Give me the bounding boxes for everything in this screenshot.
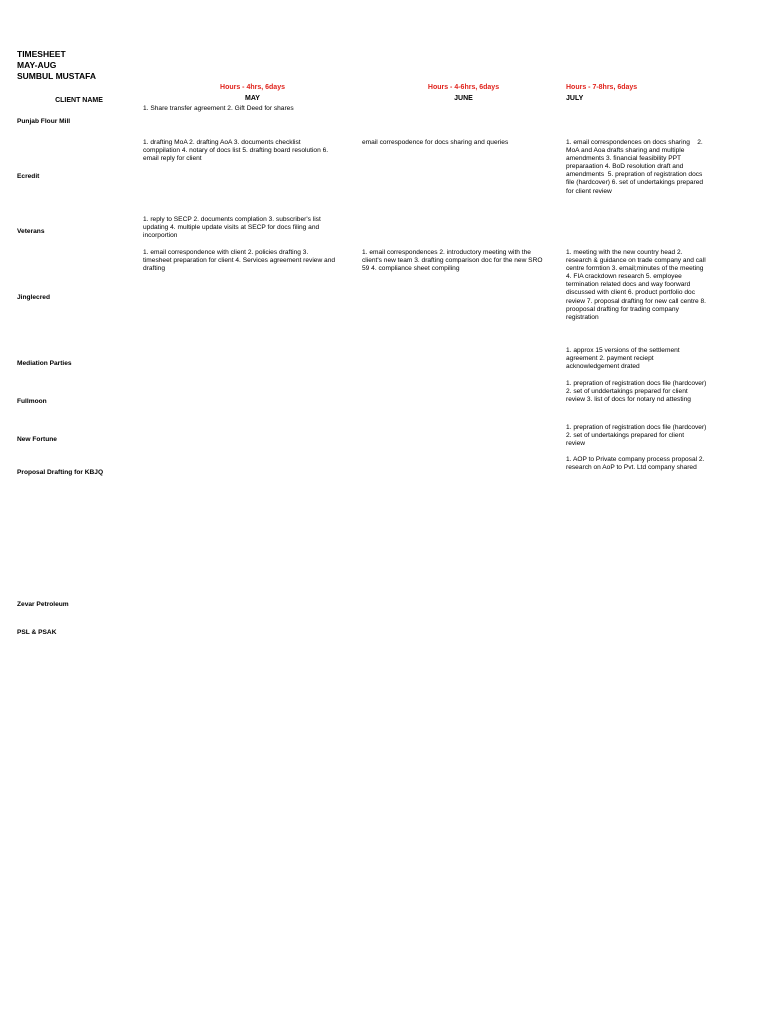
employee-name: SUMBUL MUSTAFA xyxy=(17,71,97,81)
july-hours: Hours - 7-8hrs, 6days xyxy=(566,84,638,91)
may-cell: 1. Share transfer agreement 2. Gift Deed for shares xyxy=(143,105,294,112)
may-cell: 1. email correspondence with client 2. policies drafting 3. timesheet preparation for client 4. Services agreement review and drafting xyxy=(143,249,336,273)
july-cell: 1. prepration of registration docs file (hardcover) 2. set of unddertakings prepared for client review 3. list of docs for notary nd attesting xyxy=(566,380,707,404)
client-name: Fullmoon xyxy=(17,398,47,405)
client-name: PSL & PSAK xyxy=(17,629,57,636)
may-cell: 1. reply to SECP 2. documents complation 3. subscriber's list updating 4. multiple update visits at SECP for docs filing and incorportion xyxy=(143,216,321,240)
sheet-period: MAY-AUG xyxy=(17,60,57,70)
july-cell: 1. meeting with the new country head 2. research & guidance on trade company and call centre formtion 3. email;minutes of the meeting 4. FIA crackdown research 5. employee termination related docs and way foorward discussed with client 6. product portfolio doc review 7. proposal drafting for new call centre 8. prooposal drafting for trading company registration xyxy=(566,249,707,321)
client-name: Zevar Petroleum xyxy=(17,601,69,608)
june-cell: 1. email correspondences 2. introductory meeting with the client's new team 3. drafting comparison doc for the new SRO 59 4. compliance sheet compiling xyxy=(362,249,543,273)
july-cell: 1. AOP to Private company process proposal 2. research on AoP to Pvt. Ltd company shared xyxy=(566,456,705,472)
may-cell: 1. drafting MoA 2. drafting AoA 3. documents checklist comppilation 4. notary of docs list 5. drafting board resolution 6. email reply for client xyxy=(143,139,329,163)
client-name: Punjab Flour Mill xyxy=(17,118,71,125)
july-cell: 1. email correspondences on docs sharing 2. MoA and Aoa drafts sharing and multiple amendments 3. financial feasibility PPT preparaation 4. BoD resolution draft and amendments 5. prepration of registration docs file (hardcover) 6. set of undertakings prepared for client review xyxy=(566,139,704,195)
client-name-header: CLIENT NAME xyxy=(55,97,103,104)
june-cell: email correspodence for docs sharing and queries xyxy=(362,139,509,146)
client-name: New Fortune xyxy=(17,436,57,443)
july-cell: 1. approx 15 versions of the settlement agreement 2. payment reciept acknowledgement drated xyxy=(566,347,680,371)
client-name: Ecredit xyxy=(17,173,40,180)
may-hours: Hours - 4hrs, 6days xyxy=(220,84,285,91)
july-header: JULY xyxy=(566,95,584,102)
may-header: MAY xyxy=(245,95,260,102)
client-name: Proposal Drafting for KBJQ xyxy=(17,469,104,476)
june-hours: Hours - 4-6hrs, 6days xyxy=(427,84,500,91)
sheet-title: TIMESHEET xyxy=(17,49,66,59)
client-name: Veterans xyxy=(17,228,45,235)
client-name: Mediation Parties xyxy=(17,360,72,367)
july-cell: 1. prepration of registration docs file (hardcover) 2. set of undertakings prepared for client review xyxy=(566,424,707,448)
client-name: Jinglecred xyxy=(17,294,50,301)
june-header: JUNE xyxy=(454,95,473,102)
